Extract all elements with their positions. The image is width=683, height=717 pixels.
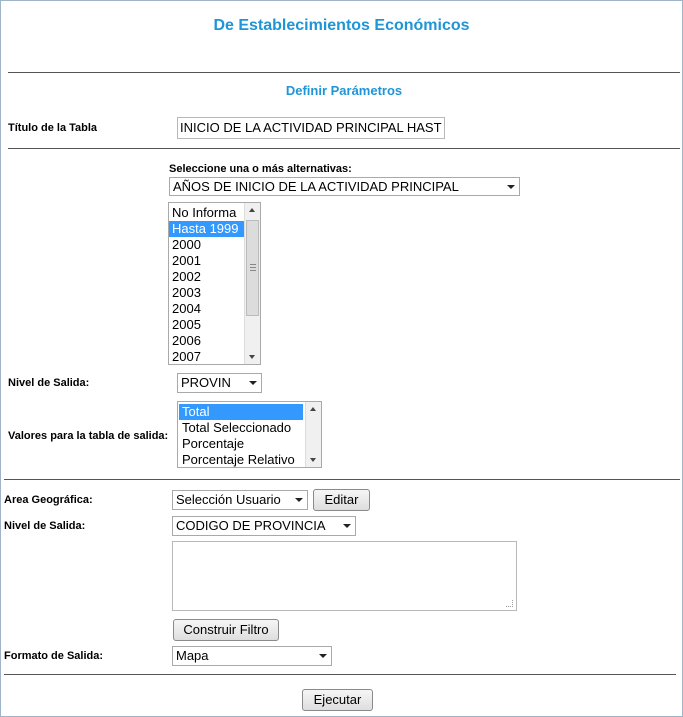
list-option[interactable]: Hasta 1999: [169, 221, 244, 237]
output-level-select[interactable]: [177, 373, 262, 393]
output-format-label: Formato de Salida:: [4, 650, 104, 662]
edit-button[interactable]: Editar: [313, 489, 370, 511]
filter-textarea[interactable]: [172, 541, 517, 611]
chevron-down-icon: [343, 524, 351, 528]
list-option[interactable]: 2006: [172, 333, 201, 348]
scroll-up-icon[interactable]: [249, 208, 255, 212]
list-option[interactable]: 2002: [172, 269, 201, 284]
list-option[interactable]: 2003: [172, 285, 201, 300]
scroll-down-icon[interactable]: [310, 458, 316, 462]
alternatives-listbox[interactable]: [168, 202, 261, 365]
chevron-down-icon: [507, 185, 515, 189]
list-option[interactable]: 2004: [172, 301, 201, 316]
divider: [8, 72, 680, 73]
output-level-value: PROVIN: [181, 375, 231, 390]
geo-area-label: Area Geográfica:: [4, 494, 93, 506]
alternatives-scrollbar[interactable]: [244, 203, 260, 364]
table-title-input[interactable]: INICIO DE LA ACTIVIDAD PRINCIPAL HAST: [177, 117, 445, 139]
output-level-2-label: Nivel de Salida:: [4, 520, 86, 532]
variable-select-value: AÑOS DE INICIO DE LA ACTIVIDAD PRINCIPAL: [173, 179, 459, 194]
output-format-value: Mapa: [176, 648, 209, 663]
list-option[interactable]: 2001: [172, 253, 201, 268]
scroll-thumb[interactable]: [246, 220, 259, 316]
resize-handle-icon[interactable]: [506, 600, 513, 607]
list-option[interactable]: 2007: [172, 349, 201, 364]
list-option[interactable]: Total Seleccionado: [182, 420, 292, 435]
table-values-label: Valores para la tabla de salida:: [8, 430, 169, 442]
list-option[interactable]: 2005: [172, 317, 201, 332]
section-title: Definir Parámetros: [285, 83, 403, 98]
divider: [4, 674, 676, 675]
alternatives-label: Seleccione una o más alternativas:: [169, 163, 352, 175]
geo-area-select[interactable]: [172, 490, 308, 510]
list-option[interactable]: 2000: [172, 237, 201, 252]
chevron-down-icon: [249, 381, 257, 385]
variable-select[interactable]: [169, 177, 520, 196]
table-title-label: Título de la Tabla: [8, 122, 98, 134]
output-level-2-select[interactable]: [172, 516, 356, 536]
list-option[interactable]: Porcentaje: [182, 436, 245, 451]
list-option[interactable]: No Informa: [172, 205, 237, 220]
scroll-up-icon[interactable]: [310, 407, 316, 411]
list-option[interactable]: Porcentaje Relativo: [182, 452, 295, 467]
divider: [4, 479, 680, 480]
chevron-down-icon: [295, 498, 303, 502]
table-values-listbox[interactable]: [177, 401, 322, 468]
run-button[interactable]: Ejecutar: [302, 689, 373, 711]
list-option[interactable]: Total: [179, 404, 303, 420]
build-filter-button[interactable]: Construir Filtro: [173, 619, 279, 641]
output-format-select[interactable]: [172, 646, 332, 666]
output-level-2-value: CODIGO DE PROVINCIA: [176, 518, 326, 533]
divider: [8, 148, 680, 149]
scroll-down-icon[interactable]: [249, 355, 255, 359]
page-title: De Establecimientos Económicos: [213, 17, 470, 34]
table-values-scrollbar[interactable]: [305, 402, 321, 467]
output-level-label: Nivel de Salida:: [8, 377, 90, 389]
chevron-down-icon: [319, 654, 327, 658]
geo-area-value: Selección Usuario: [176, 492, 281, 507]
